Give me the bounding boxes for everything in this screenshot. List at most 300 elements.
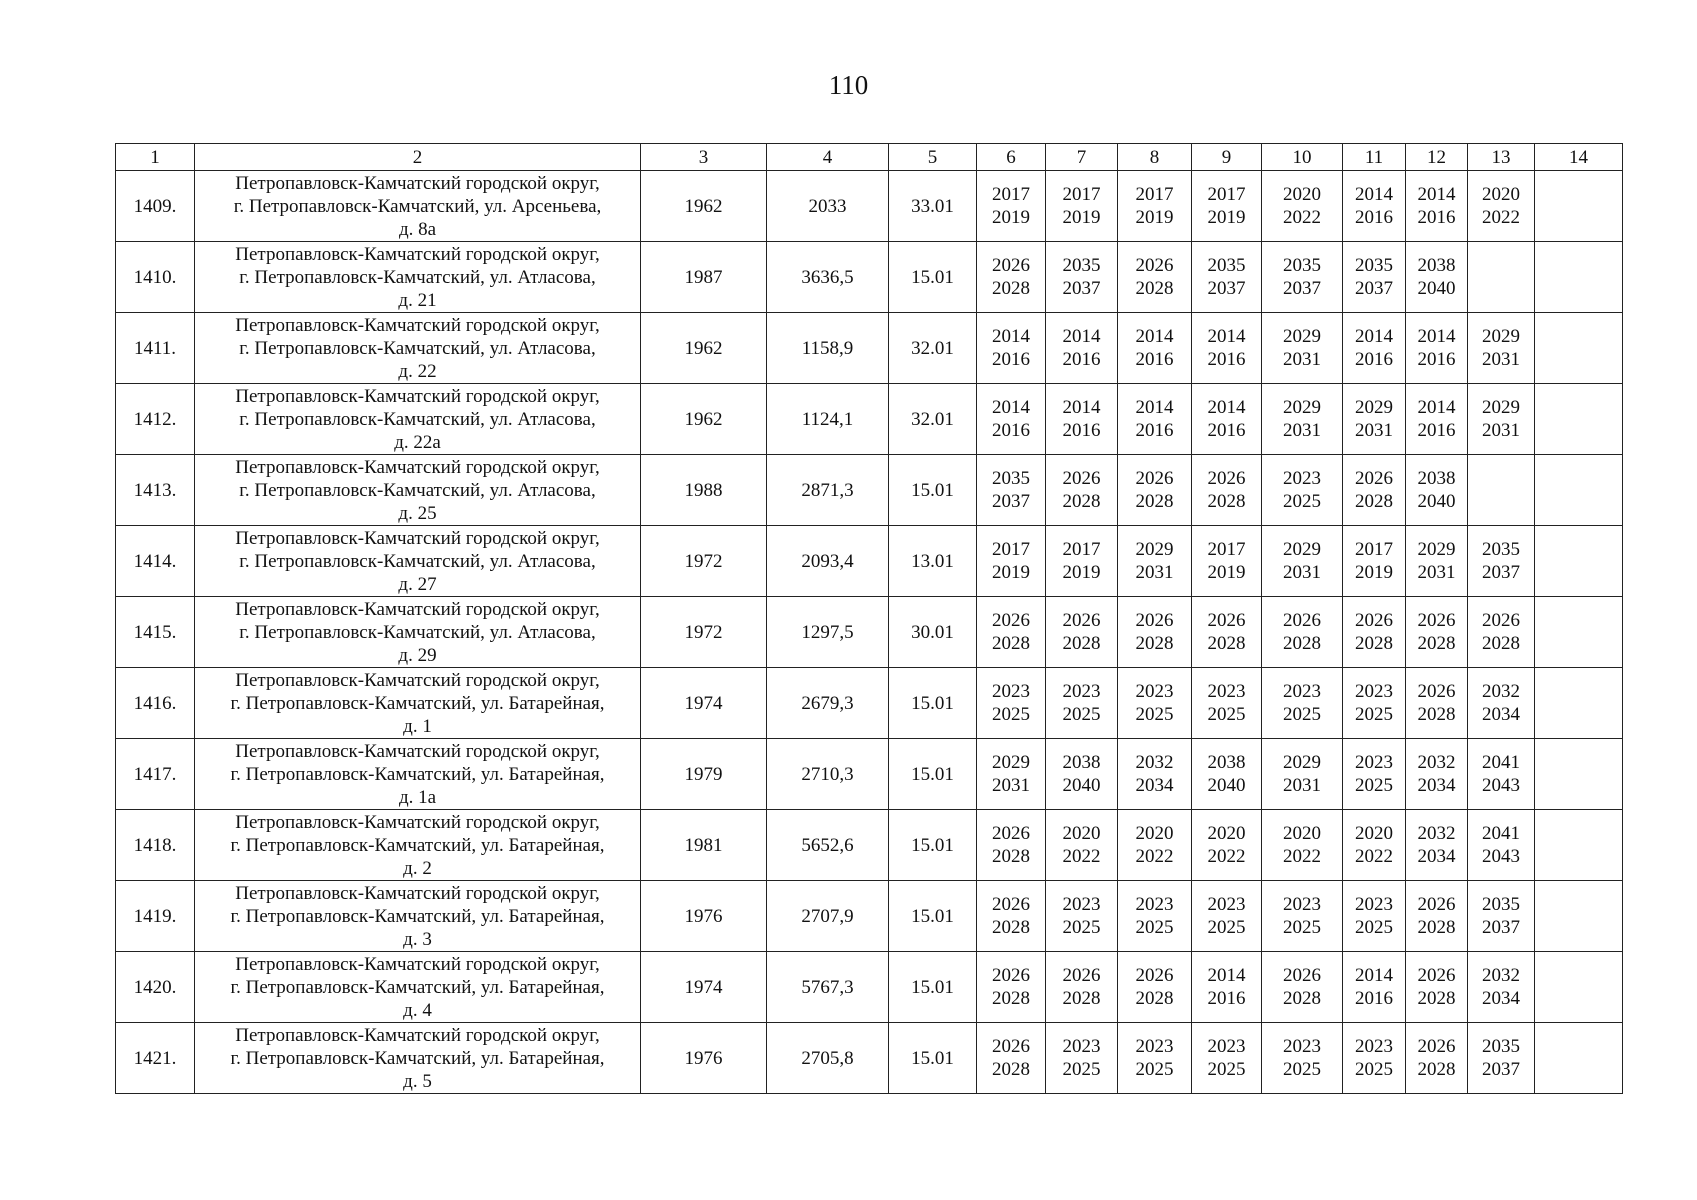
period-cell [1468,242,1535,313]
row-number-cell: 1411. [116,313,195,384]
period-start-year: 2029 [1283,539,1321,560]
period-end-year: 2028 [992,917,1030,938]
period-start-year: 2023 [992,681,1030,702]
code-cell: 15.01 [889,668,977,739]
address-cell [195,455,641,526]
period-end-year: 2016 [1417,207,1456,228]
column-number-header: 7 [1046,144,1118,171]
period-cell [1262,739,1343,810]
address-line: Петропавловск-Камчатский городской округ, [235,243,600,265]
period-start-year: 2032 [1135,752,1174,773]
period-end-year: 2025 [1207,1059,1246,1080]
period-start-year: 2023 [1283,1036,1321,1057]
period-cell [1343,952,1406,1023]
code-cell: 30.01 [889,597,977,668]
period-cell [1535,526,1623,597]
period-end-year: 2016 [1207,420,1246,441]
period-start-year: 2038 [1417,255,1456,276]
period-end-year: 2025 [1355,775,1393,796]
year-built-cell: 1988 [641,455,767,526]
period-start-year: 2041 [1482,752,1520,773]
address-line: г. Петропавловск-Камчатский, ул. Атласова, [239,337,596,359]
period-end-year: 2037 [992,491,1030,512]
period-end-year: 2016 [1355,349,1393,370]
period-start-year: 2014 [1207,397,1246,418]
period-cell [1192,313,1262,384]
period-end-year: 2025 [1135,917,1174,938]
period-end-year: 2037 [1482,562,1520,583]
period-cell [1118,952,1192,1023]
period-start-year: 2020 [1482,184,1520,205]
period-start-year: 2017 [1207,184,1246,205]
period-end-year: 2028 [1135,633,1174,654]
row-number-cell: 1414. [116,526,195,597]
period-start-year: 2023 [1207,1036,1246,1057]
period-cell [1046,526,1118,597]
address-cell [195,1023,641,1094]
period-cell [1406,1023,1468,1094]
period-cell [1468,313,1535,384]
period-start-year: 2029 [992,752,1030,773]
period-cell [1468,881,1535,952]
period-cell [1192,171,1262,242]
period-cell [1192,526,1262,597]
period-start-year: 2026 [1062,965,1101,986]
period-end-year: 2031 [1283,562,1321,583]
period-cell [1118,242,1192,313]
row-number-cell: 1415. [116,597,195,668]
period-cell [1118,810,1192,881]
address-line: г. Петропавловск-Камчатский, ул. Атласова, [239,266,596,288]
period-start-year: 2038 [1207,752,1246,773]
period-end-year: 2025 [1355,1059,1393,1080]
period-end-year: 2019 [1135,207,1174,228]
period-end-year: 2022 [1207,846,1246,867]
column-number-header: 14 [1535,144,1623,171]
address-line: г. Петропавловск-Камчатский, ул. Атласова, [239,550,596,572]
period-start-year: 2026 [1417,681,1456,702]
period-start-year: 2023 [1135,1036,1174,1057]
period-start-year: 2023 [1355,752,1393,773]
address-line: д. 22 [398,360,437,382]
period-end-year: 2022 [1062,846,1101,867]
address-line: г. Петропавловск-Камчатский, ул. Батарейная, [230,976,605,998]
period-start-year: 2026 [1417,894,1456,915]
period-start-year: 2014 [1417,184,1456,205]
address-line: Петропавловск-Камчатский городской округ, [235,740,600,762]
period-end-year: 2019 [1355,562,1393,583]
period-start-year: 2023 [1283,468,1321,489]
period-end-year: 2031 [1135,562,1174,583]
period-end-year: 2031 [1283,775,1321,796]
period-cell [1343,526,1406,597]
period-end-year: 2028 [1135,491,1174,512]
period-end-year: 2019 [1062,207,1101,228]
period-start-year: 2029 [1355,397,1393,418]
period-cell [1406,171,1468,242]
row-number-cell: 1421. [116,1023,195,1094]
period-start-year: 2026 [1135,965,1174,986]
period-end-year: 2028 [1283,988,1321,1009]
period-start-year: 2035 [1062,255,1101,276]
year-built-cell: 1976 [641,1023,767,1094]
period-cell [1343,668,1406,739]
area-cell: 2710,3 [767,739,889,810]
period-cell [1535,810,1623,881]
period-start-year: 2020 [1135,823,1174,844]
period-start-year: 2020 [1283,184,1321,205]
period-start-year: 2017 [1062,539,1101,560]
period-start-year: 2017 [1207,539,1246,560]
year-built-cell: 1962 [641,171,767,242]
period-start-year: 2014 [1355,326,1393,347]
address-line: Петропавловск-Камчатский городской округ, [235,598,600,620]
period-end-year: 2025 [1355,704,1393,725]
period-end-year: 2037 [1355,278,1393,299]
period-start-year: 2020 [1062,823,1101,844]
row-number-cell: 1416. [116,668,195,739]
period-cell [1535,242,1623,313]
period-start-year: 2035 [1283,255,1321,276]
year-built-cell: 1974 [641,952,767,1023]
period-start-year: 2017 [992,539,1030,560]
period-end-year: 2034 [1417,846,1456,867]
table-row [116,171,1623,242]
period-cell [1262,455,1343,526]
period-start-year: 2023 [1283,894,1321,915]
period-end-year: 2019 [1062,562,1101,583]
address-line: д. 29 [398,644,437,666]
table-row [116,952,1623,1023]
code-cell: 32.01 [889,313,977,384]
address-line: г. Петропавловск-Камчатский, ул. Батарейная, [230,834,605,856]
period-cell [1046,810,1118,881]
period-start-year: 2014 [1355,965,1393,986]
address-cell [195,242,641,313]
period-cell [1046,597,1118,668]
period-end-year: 2037 [1062,278,1101,299]
row-number-cell: 1412. [116,384,195,455]
table-row [116,455,1623,526]
column-number-header: 8 [1118,144,1192,171]
address-line: Петропавловск-Камчатский городской округ, [235,314,600,336]
address-line: г. Петропавловск-Камчатский, ул. Батарейная, [230,763,605,785]
column-number-header: 6 [977,144,1046,171]
period-start-year: 2014 [1417,326,1456,347]
period-cell [1535,952,1623,1023]
period-cell [1468,810,1535,881]
address-line: Петропавловск-Камчатский городской округ, [235,669,600,691]
period-cell [1262,1023,1343,1094]
period-cell [1343,739,1406,810]
period-start-year: 2035 [1482,539,1520,560]
address-line: д. 3 [403,928,432,950]
period-cell [1192,597,1262,668]
area-cell: 1124,1 [767,384,889,455]
period-start-year: 2014 [1135,326,1174,347]
period-end-year: 2028 [1207,491,1246,512]
table-row [116,384,1623,455]
row-number-cell: 1417. [116,739,195,810]
period-cell [1192,668,1262,739]
period-end-year: 2031 [1283,349,1321,370]
period-cell [1406,881,1468,952]
page-number: 110 [828,70,869,100]
period-cell [1406,455,1468,526]
row-number-cell: 1410. [116,242,195,313]
period-cell [1118,597,1192,668]
period-start-year: 2023 [1355,681,1393,702]
period-start-year: 2026 [1283,965,1321,986]
period-end-year: 2016 [992,420,1030,441]
period-cell [977,668,1046,739]
period-cell [1262,881,1343,952]
address-line: г. Петропавловск-Камчатский, ул. Арсеньева, [233,195,602,217]
period-end-year: 2028 [1417,917,1456,938]
row-number-cell: 1420. [116,952,195,1023]
period-cell [1262,810,1343,881]
period-start-year: 2026 [1283,610,1321,631]
code-cell: 15.01 [889,881,977,952]
period-cell [1262,952,1343,1023]
period-cell [1262,526,1343,597]
period-start-year: 2026 [1062,610,1101,631]
area-cell: 2707,9 [767,881,889,952]
period-end-year: 2037 [1207,278,1246,299]
period-cell [1192,455,1262,526]
code-cell: 15.01 [889,952,977,1023]
column-number-header: 2 [195,144,641,171]
period-end-year: 2028 [1062,988,1101,1009]
period-cell [1046,313,1118,384]
period-start-year: 2023 [1207,894,1246,915]
period-cell [1192,1023,1262,1094]
period-start-year: 2035 [1207,255,1246,276]
period-start-year: 2020 [1355,823,1393,844]
address-line: д. 5 [403,1070,432,1092]
period-start-year: 2014 [992,326,1030,347]
period-cell [1535,313,1623,384]
period-cell [1046,384,1118,455]
period-end-year: 2016 [1355,207,1393,228]
period-start-year: 2038 [1062,752,1101,773]
period-cell [1118,739,1192,810]
period-end-year: 2025 [1062,1059,1101,1080]
period-end-year: 2016 [1417,420,1456,441]
period-end-year: 2022 [1135,846,1174,867]
period-end-year: 2028 [1207,633,1246,654]
table-row [116,242,1623,313]
period-start-year: 2014 [992,397,1030,418]
period-end-year: 2040 [1417,278,1456,299]
area-cell: 3636,5 [767,242,889,313]
period-end-year: 2037 [1283,278,1321,299]
period-start-year: 2032 [1482,965,1520,986]
address-line: д. 8а [398,218,437,240]
period-cell [1262,171,1343,242]
row-number-cell: 1419. [116,881,195,952]
row-number-cell: 1409. [116,171,195,242]
period-cell [1468,1023,1535,1094]
period-start-year: 2026 [992,823,1030,844]
period-end-year: 2028 [1355,491,1393,512]
period-cell [1343,1023,1406,1094]
period-end-year: 2028 [992,278,1030,299]
period-start-year: 2035 [992,468,1030,489]
period-cell [1343,384,1406,455]
period-end-year: 2019 [992,207,1030,228]
period-cell [1468,171,1535,242]
period-cell [1192,739,1262,810]
period-cell [1406,597,1468,668]
period-cell [1468,526,1535,597]
address-cell [195,526,641,597]
period-cell [977,171,1046,242]
period-start-year: 2023 [1135,894,1174,915]
area-cell: 5767,3 [767,952,889,1023]
period-cell [1046,668,1118,739]
period-start-year: 2032 [1417,752,1456,773]
area-cell: 2679,3 [767,668,889,739]
period-start-year: 2014 [1135,397,1174,418]
period-cell [1343,810,1406,881]
column-number-row [116,144,1623,171]
period-cell [1343,881,1406,952]
period-start-year: 2029 [1482,326,1520,347]
year-built-cell: 1981 [641,810,767,881]
period-cell [977,881,1046,952]
period-end-year: 2031 [1283,420,1321,441]
period-start-year: 2014 [1207,965,1246,986]
period-cell [1468,739,1535,810]
period-end-year: 2025 [1135,704,1174,725]
period-end-year: 2028 [1135,988,1174,1009]
period-end-year: 2016 [1135,349,1174,370]
period-start-year: 2023 [1135,681,1174,702]
period-start-year: 2029 [1283,326,1321,347]
address-line: Петропавловск-Камчатский городской округ, [235,172,600,194]
period-cell [1118,313,1192,384]
address-cell [195,313,641,384]
row-number-cell: 1418. [116,810,195,881]
period-cell [1262,242,1343,313]
period-cell [1118,668,1192,739]
period-start-year: 2026 [1417,1036,1456,1057]
period-end-year: 2028 [1417,704,1456,725]
year-built-cell: 1974 [641,668,767,739]
period-end-year: 2025 [992,704,1030,725]
address-cell [195,881,641,952]
address-line: г. Петропавловск-Камчатский, ул. Атласова, [239,621,596,643]
period-start-year: 2026 [1417,965,1456,986]
period-cell [1046,455,1118,526]
address-cell [195,597,641,668]
period-start-year: 2029 [1283,397,1321,418]
period-end-year: 2028 [1062,491,1101,512]
period-cell [1343,313,1406,384]
table-row [116,881,1623,952]
year-built-cell: 1979 [641,739,767,810]
period-start-year: 2041 [1482,823,1520,844]
address-line: г. Петропавловск-Камчатский, ул. Батарейная, [230,905,605,927]
column-number-header: 5 [889,144,977,171]
period-start-year: 2017 [1062,184,1101,205]
area-cell: 1158,9 [767,313,889,384]
year-built-cell: 1972 [641,597,767,668]
period-cell [1262,313,1343,384]
period-end-year: 2040 [1062,775,1101,796]
address-line: д. 21 [398,289,437,311]
period-start-year: 2026 [992,965,1030,986]
code-cell: 15.01 [889,242,977,313]
period-cell [977,739,1046,810]
year-built-cell: 1976 [641,881,767,952]
period-start-year: 2023 [1062,681,1101,702]
address-line: д. 4 [403,999,432,1021]
period-cell [1468,455,1535,526]
period-cell [1535,1023,1623,1094]
address-line: Петропавловск-Камчатский городской округ, [235,527,600,549]
period-end-year: 2028 [1062,633,1101,654]
column-number-header: 4 [767,144,889,171]
period-cell [1468,952,1535,1023]
code-cell: 32.01 [889,384,977,455]
period-cell [1406,242,1468,313]
period-end-year: 2031 [1482,349,1520,370]
period-cell [1192,384,1262,455]
period-end-year: 2028 [1135,278,1174,299]
period-cell [977,526,1046,597]
period-start-year: 2026 [1135,468,1174,489]
period-end-year: 2043 [1482,846,1520,867]
period-cell [1118,1023,1192,1094]
period-cell [1535,739,1623,810]
period-cell [1343,171,1406,242]
period-start-year: 2020 [1207,823,1246,844]
period-end-year: 2025 [1207,704,1246,725]
period-start-year: 2029 [1135,539,1174,560]
period-cell [1192,881,1262,952]
period-start-year: 2026 [1355,610,1393,631]
address-line: Петропавловск-Камчатский городской округ, [235,811,600,833]
period-cell [1118,881,1192,952]
column-number-header: 10 [1262,144,1343,171]
period-start-year: 2026 [992,894,1030,915]
period-start-year: 2029 [1417,539,1456,560]
column-number-header: 11 [1343,144,1406,171]
period-start-year: 2023 [1062,894,1101,915]
period-end-year: 2034 [1482,988,1520,1009]
period-start-year: 2026 [1207,468,1246,489]
period-end-year: 2031 [1417,562,1456,583]
period-cell [1535,597,1623,668]
period-cell [1046,881,1118,952]
period-end-year: 2028 [992,988,1030,1009]
year-built-cell: 1962 [641,313,767,384]
address-line: Петропавловск-Камчатский городской округ, [235,1024,600,1046]
period-start-year: 2026 [992,255,1030,276]
period-end-year: 2025 [1283,491,1321,512]
period-cell [1192,242,1262,313]
column-number-header: 3 [641,144,767,171]
code-cell: 15.01 [889,455,977,526]
period-cell [1046,952,1118,1023]
period-cell [1406,313,1468,384]
period-cell [1468,668,1535,739]
period-start-year: 2023 [1207,681,1246,702]
period-cell [1535,881,1623,952]
period-start-year: 2026 [1482,610,1520,631]
